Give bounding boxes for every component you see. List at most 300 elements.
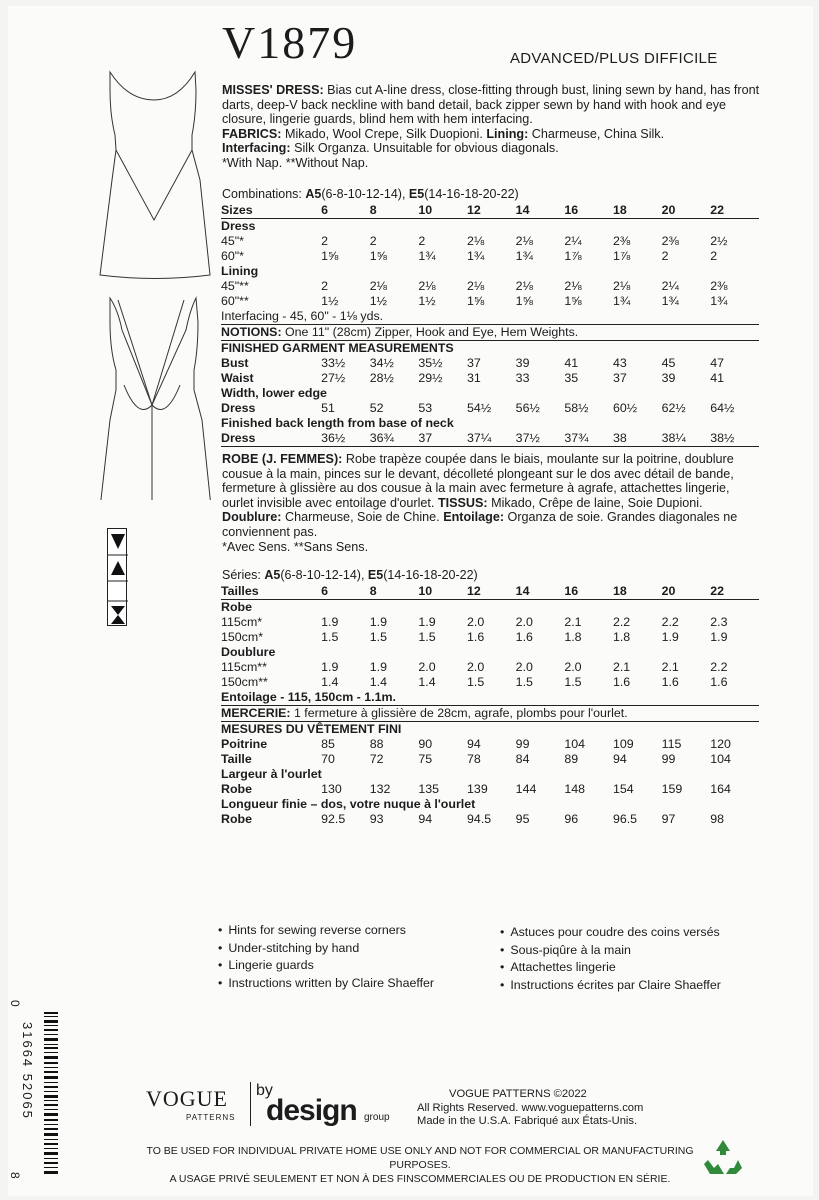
hint-item: • Astuces pour coudre des coins versés: [500, 924, 721, 942]
dress-sketches: [80, 60, 220, 500]
value-cell: 41: [710, 371, 725, 385]
french-description: [222, 452, 762, 554]
value-cell: 6: [321, 203, 370, 219]
table-row: [221, 294, 759, 309]
value-cell: 37½: [516, 431, 565, 447]
value-cell: 92.5: [321, 812, 346, 826]
largeur-label: Largeur à l'ourlet: [221, 767, 322, 781]
row-label: 115cm*: [221, 615, 263, 629]
value-cell: 1⅝: [321, 249, 339, 263]
group-label: group: [364, 1112, 390, 1123]
hints-english: [218, 922, 434, 992]
difficulty-level: ADVANCED/PLUS DIFFICILE: [510, 50, 718, 67]
hint-item: • Instructions written by Claire Shaeffer: [218, 975, 434, 993]
value-cell: 2⅛: [467, 234, 485, 248]
table-row: [221, 386, 759, 401]
value-cell: 10: [418, 203, 467, 219]
row-label: Robe: [221, 812, 252, 826]
value-cell: 78: [467, 752, 481, 766]
span-cell: [221, 416, 759, 431]
value-cell: 1.6: [710, 675, 728, 689]
doublure-label: Doublure:: [222, 510, 282, 525]
value-cell: 1½: [418, 294, 436, 308]
value-cell: 94.5: [467, 812, 492, 826]
value-cell: 28½: [369, 371, 394, 385]
desc-text: Bias cut A-line dress, close-fitting through bust, lining sewn by hand, has front darts, deep-V back neckline with band detail, back zipper sewn by hand with hook and eye closure, lingerie guards, blind hem with hem interfacing.: [222, 83, 760, 127]
table-row: [221, 356, 759, 371]
value-cell: 41: [564, 356, 579, 370]
usage-notice: [120, 1144, 720, 1186]
row-label: Poitrine: [221, 737, 268, 751]
row-label: 150cm*: [221, 630, 264, 644]
value-cell: 2: [321, 279, 329, 293]
value-cell: 1.5: [321, 630, 339, 644]
value-cell: 2½: [710, 234, 728, 248]
barcode-right-digit: 8: [8, 1172, 22, 1179]
fr-nap-note: *Avec Sens. **Sans Sens.: [222, 539, 369, 554]
row-label: Dress: [221, 401, 256, 415]
value-cell: 96: [564, 812, 579, 826]
value-cell: 1.9: [369, 660, 387, 674]
value-cell: 27½: [321, 371, 346, 385]
fr-a5-sizes: (6-8-10-12-14),: [280, 568, 368, 582]
value-cell: 43: [612, 356, 627, 370]
table-row: [221, 203, 759, 219]
value-cell: 2.1: [661, 660, 679, 674]
copyright-line: All Rights Reserved. www.voguepatterns.com: [417, 1101, 644, 1114]
cutting-symbols-box: [107, 528, 127, 626]
span-cell: [221, 309, 759, 325]
value-cell: 29½: [418, 371, 443, 385]
table-row: [221, 600, 759, 616]
copyright-line: Made in the U.S.A. Fabriqué aux États-Unis.: [417, 1115, 638, 1127]
row-label: 45"*: [221, 234, 245, 248]
value-cell: 2.0: [467, 660, 485, 674]
dress-front-sketch: [100, 72, 210, 279]
value-cell: 2.1: [612, 660, 631, 674]
value-cell: 16: [564, 203, 613, 219]
value-cell: 2⅛: [564, 279, 582, 293]
value-cell: 2.2: [612, 615, 631, 629]
span-cell: [221, 264, 759, 279]
value-cell: 93: [369, 812, 384, 826]
fr-metrage-table: [221, 584, 759, 827]
value-cell: 1.9: [369, 615, 387, 629]
value-cell: 95: [515, 812, 530, 826]
design-logo: design: [266, 1094, 357, 1127]
table-row: [221, 782, 759, 797]
row-label: Robe: [221, 782, 252, 796]
value-cell: 62½: [661, 401, 686, 415]
value-cell: 1.9: [661, 630, 679, 644]
table-row: [221, 812, 759, 827]
value-cell: 34½: [369, 356, 394, 370]
value-cell: 33: [515, 371, 530, 385]
value-cell: 12: [467, 584, 516, 600]
value-cell: 94: [418, 812, 433, 826]
value-cell: 39: [515, 356, 530, 370]
e5-code: E5: [408, 187, 425, 201]
value-cell: 1.5: [418, 630, 436, 644]
value-cell: 132: [369, 782, 391, 796]
doublure-text: Charmeuse, Soie de Chine.: [281, 510, 444, 525]
value-cell: 1.9: [321, 615, 339, 629]
finished-label: FINISHED GARMENT MEASUREMENTS: [221, 341, 454, 355]
copyright-block: [417, 1088, 643, 1129]
tissus-text: Mikado, Crêpe de laine, Soie Dupioni.: [487, 495, 703, 510]
copyright-line: VOGUE PATTERNS ©2022: [449, 1088, 587, 1100]
table-row: [221, 249, 759, 264]
value-cell: 2¼: [661, 279, 679, 293]
table-row: [221, 401, 759, 416]
value-cell: 37: [612, 371, 627, 385]
value-cell: 1.5: [369, 630, 387, 644]
table-row: [221, 737, 759, 752]
length-label: Finished back length from base of neck: [221, 416, 454, 430]
value-cell: 37: [467, 356, 481, 370]
interfacing-label: Interfacing:: [222, 141, 291, 156]
value-cell: 84: [515, 752, 530, 766]
value-cell: 2⅛: [418, 279, 436, 293]
en-yardage-table: [221, 203, 759, 447]
table-row: [221, 690, 759, 706]
value-cell: 1¾: [661, 294, 679, 308]
value-cell: 18: [613, 203, 662, 219]
value-cell: 2.3: [710, 615, 728, 629]
by-label: by: [256, 1082, 273, 1099]
table-row: [221, 797, 759, 812]
usage-notice-fr: A USAGE PRIVÉ SEULEMENT ET NON À DES FINSCOMMERCIALES OU DE PRODUCTION EN SÉRIE.: [169, 1173, 671, 1185]
table-row: [221, 219, 759, 235]
value-cell: 94: [467, 737, 481, 751]
value-cell: 2.0: [418, 660, 436, 674]
table-row: [221, 279, 759, 294]
value-cell: 18: [613, 584, 662, 600]
row-label: Sizes: [221, 203, 321, 219]
value-cell: 120: [710, 737, 731, 751]
notions-label: NOTIONS:: [221, 325, 282, 339]
value-cell: 36½: [321, 431, 370, 447]
value-cell: 1⅞: [564, 249, 582, 263]
value-cell: 1⅞: [612, 249, 631, 263]
fabrics-label: FABRICS:: [222, 126, 282, 141]
span-cell: [221, 722, 759, 738]
vogue-logo: VOGUE: [146, 1086, 228, 1111]
hint-item: • Instructions écrites par Claire Shaeffer: [500, 977, 721, 995]
span-cell: [221, 341, 759, 357]
table-row: [221, 752, 759, 767]
table-row: [221, 767, 759, 782]
hint-item: • Attachettes lingerie: [500, 959, 721, 977]
value-cell: 35½: [418, 356, 443, 370]
value-cell: 6: [321, 584, 370, 600]
a5-sizes: (6-8-10-12-14),: [321, 187, 409, 201]
value-cell: 14: [516, 203, 565, 219]
value-cell: 37: [418, 431, 467, 447]
table-row: [221, 675, 759, 690]
value-cell: 35: [564, 371, 579, 385]
value-cell: 98: [710, 812, 725, 826]
triangle-up-icon: [111, 561, 125, 575]
span-cell: [221, 645, 759, 660]
table-row: [221, 645, 759, 660]
value-cell: 1¾: [710, 294, 728, 308]
value-cell: 115: [661, 737, 682, 751]
value-cell: 1.6: [661, 675, 679, 689]
fr-combinations: [222, 568, 478, 582]
value-cell: 1.5: [515, 675, 533, 689]
value-cell: 1¾: [612, 294, 631, 308]
hourglass-icon: [111, 606, 125, 624]
table-row: [221, 660, 759, 675]
value-cell: 2⅛: [515, 279, 533, 293]
interfacing-row: Interfacing - 45, 60" - 1⅛ yds.: [221, 309, 384, 323]
barcode-main-digits: 31664 52065: [20, 1022, 35, 1120]
value-cell: 22: [710, 203, 759, 219]
value-cell: 159: [661, 782, 683, 796]
value-cell: 10: [418, 584, 467, 600]
value-cell: 2: [710, 249, 718, 263]
row-label: 115cm**: [221, 660, 267, 674]
en-combinations: [222, 187, 519, 201]
value-cell: 104: [710, 752, 731, 766]
value-cell: 104: [564, 737, 585, 751]
series-label: Séries:: [222, 568, 265, 582]
fr-desc-text: Robe trapèze coupée dans le biais, moulante sur la poitrine, doublure cousue à la main, pinces sur le devant, décolleté plongeant sur le dos avec détail de bande, fermeture à glissière au dos cousue à la main avec fermeture à agrafe, attachettes lingerie, ourlet invisible avec entoilage d'ourlet.: [222, 452, 734, 510]
value-cell: 1.9: [321, 660, 339, 674]
row-label: Waist: [221, 371, 254, 385]
row-label: 60"*: [221, 249, 245, 263]
dress-back-sketch: [98, 298, 213, 500]
row-label: 45"**: [221, 279, 249, 293]
span-cell: [221, 797, 759, 812]
span-cell: [221, 386, 759, 401]
hints-french: [500, 924, 721, 994]
value-cell: 38½: [710, 431, 759, 447]
a5-code: A5: [305, 187, 322, 201]
span-cell: [221, 325, 759, 341]
value-cell: 22: [710, 584, 759, 600]
value-cell: 1⅝: [515, 294, 533, 308]
entoilage-label: Entoilage:: [443, 510, 505, 525]
value-cell: 75: [418, 752, 433, 766]
logo-divider: [250, 1082, 251, 1126]
span-cell: [221, 690, 759, 706]
row-label: Tailles: [221, 584, 321, 600]
value-cell: 2.0: [467, 615, 485, 629]
value-cell: 2⅛: [369, 279, 387, 293]
value-cell: 36¾: [370, 431, 419, 447]
value-cell: 2: [369, 234, 377, 248]
usage-notice-en: TO BE USED FOR INDIVIDUAL PRIVATE HOME USE ONLY AND NOT FOR COMMERCIAL OR MANUFACTURING PURPOSES.: [146, 1145, 694, 1171]
value-cell: 164: [710, 782, 731, 796]
value-cell: 64½: [710, 401, 735, 415]
value-cell: 2⅜: [612, 234, 631, 248]
table-row: [221, 630, 759, 645]
row-label: Taille: [221, 752, 252, 766]
pattern-number: V1879: [222, 17, 358, 68]
value-cell: 16: [564, 584, 613, 600]
value-cell: 1⅝: [467, 294, 485, 308]
value-cell: 1½: [369, 294, 387, 308]
value-cell: 2.2: [710, 660, 728, 674]
table-row: [221, 325, 759, 341]
value-cell: 54½: [467, 401, 492, 415]
fr-a5-code: A5: [264, 568, 281, 582]
span-cell: [221, 767, 759, 782]
combinations-label: Combinations:: [222, 187, 306, 201]
value-cell: 52: [369, 401, 384, 415]
hint-item: • Lingerie guards: [218, 957, 434, 975]
value-cell: 38: [613, 431, 662, 447]
hint-item: • Under-stitching by hand: [218, 940, 434, 958]
value-cell: 39: [661, 371, 676, 385]
fabrics-text: Mikado, Wool Crepe, Silk Duopioni.: [281, 126, 487, 141]
value-cell: 2.0: [564, 660, 582, 674]
value-cell: 1.8: [564, 630, 582, 644]
value-cell: 58½: [564, 401, 589, 415]
value-cell: 109: [612, 737, 634, 751]
notions-text: One 11" (28cm) Zipper, Hook and Eye, Hem Weights.: [281, 325, 579, 339]
span-cell: [221, 706, 759, 722]
value-cell: 144: [515, 782, 537, 796]
value-cell: 1.6: [612, 675, 631, 689]
robe-label: Robe: [221, 600, 252, 614]
value-cell: 1⅝: [564, 294, 582, 308]
value-cell: 2.2: [661, 615, 679, 629]
value-cell: 1.4: [321, 675, 339, 689]
mercerie-text: 1 fermeture à glissière de 28cm, agrafe, plombs pour l'ourlet.: [290, 706, 628, 720]
value-cell: 12: [467, 203, 516, 219]
table-row: [221, 584, 759, 600]
value-cell: 130: [321, 782, 342, 796]
row-label: 60"**: [221, 294, 249, 308]
entoilage-text: Organza de soie. Grandes diagonales ne conviennent pas.: [222, 510, 738, 539]
value-cell: 1½: [321, 294, 339, 308]
value-cell: 2¼: [564, 234, 582, 248]
longueur-label: Longueur finie – dos, votre nuque à l'ourlet: [221, 797, 476, 811]
value-cell: 37¼: [467, 431, 516, 447]
value-cell: 45: [661, 356, 676, 370]
table-row: [221, 309, 759, 325]
value-cell: 2⅛: [467, 279, 485, 293]
value-cell: 2⅛: [612, 279, 631, 293]
value-cell: 2: [321, 234, 329, 248]
table-row: [221, 264, 759, 279]
english-description: [222, 83, 762, 171]
value-cell: 1.6: [515, 630, 533, 644]
value-cell: 20: [662, 584, 711, 600]
value-cell: 2⅜: [661, 234, 679, 248]
table-row: [221, 416, 759, 431]
value-cell: 47: [710, 356, 725, 370]
dress-label: Dress: [221, 219, 256, 233]
lining-label: Lining: [221, 264, 259, 278]
value-cell: 60½: [612, 401, 638, 415]
fr-desc-title: ROBE (J. FEMMES):: [222, 452, 343, 466]
value-cell: 99: [661, 752, 676, 766]
value-cell: 2⅛: [515, 234, 533, 248]
value-cell: 89: [564, 752, 579, 766]
value-cell: 148: [564, 782, 585, 796]
value-cell: 33½: [321, 356, 346, 370]
value-cell: 1.8: [612, 630, 631, 644]
value-cell: 1.5: [467, 675, 485, 689]
value-cell: 2.0: [515, 660, 533, 674]
entoilage-row: Entoilage - 115, 150cm - 1.1m.: [221, 690, 396, 704]
value-cell: 2: [661, 249, 669, 263]
hint-item: • Sous-piqûre à la main: [500, 942, 721, 960]
value-cell: 94: [612, 752, 627, 766]
value-cell: 51: [321, 401, 335, 415]
value-cell: 1.6: [467, 630, 485, 644]
value-cell: 72: [369, 752, 384, 766]
fr-e5-sizes: (14-16-18-20-22): [383, 568, 478, 582]
value-cell: 85: [321, 737, 335, 751]
value-cell: 99: [515, 737, 530, 751]
value-cell: 20: [662, 203, 711, 219]
interfacing-text: Silk Organza. Unsuitable for obvious diagonals.: [290, 141, 559, 156]
value-cell: 1.4: [369, 675, 387, 689]
value-cell: 2.0: [515, 615, 533, 629]
value-cell: 1¾: [467, 249, 485, 263]
row-label: Bust: [221, 356, 249, 370]
width-label: Width, lower edge: [221, 386, 327, 400]
value-cell: 96.5: [612, 812, 638, 826]
table-row: [221, 706, 759, 722]
row-label: 150cm**: [221, 675, 268, 689]
value-cell: 14: [516, 584, 565, 600]
table-row: [221, 234, 759, 249]
value-cell: 2: [418, 234, 426, 248]
triangle-down-icon: [111, 534, 125, 549]
desc-title: MISSES' DRESS:: [222, 83, 324, 97]
value-cell: 8: [370, 584, 419, 600]
value-cell: 1⅝: [369, 249, 387, 263]
value-cell: 2.1: [564, 615, 582, 629]
e5-sizes: (14-16-18-20-22): [424, 187, 519, 201]
value-cell: 88: [369, 737, 384, 751]
lining-text: Charmeuse, China Silk.: [528, 126, 665, 141]
value-cell: 1.5: [564, 675, 582, 689]
span-cell: [221, 219, 759, 235]
lining-label: Lining:: [486, 126, 529, 141]
value-cell: 31: [467, 371, 481, 385]
value-cell: 97: [661, 812, 676, 826]
value-cell: 154: [612, 782, 634, 796]
value-cell: 135: [418, 782, 440, 796]
value-cell: 1¾: [418, 249, 436, 263]
value-cell: 1.9: [710, 630, 728, 644]
tissus-label: TISSUS:: [437, 495, 488, 510]
value-cell: 1¾: [515, 249, 533, 263]
value-cell: 53: [418, 401, 433, 415]
table-row: [221, 431, 759, 447]
vogue-patterns-label: PATTERNS: [186, 1113, 236, 1122]
hint-item: • Hints for sewing reverse corners: [218, 922, 434, 940]
value-cell: 56½: [515, 401, 540, 415]
doublure-label: Doublure: [221, 645, 276, 659]
value-cell: 1.4: [418, 675, 436, 689]
value-cell: 70: [321, 752, 335, 766]
barcode-left-digit: 0: [8, 1000, 22, 1007]
span-cell: [221, 600, 759, 616]
value-cell: 1.9: [418, 615, 436, 629]
table-row: [221, 371, 759, 386]
recycle-icon: [702, 1138, 744, 1178]
value-cell: 37¾: [564, 431, 613, 447]
value-cell: 8: [370, 203, 419, 219]
